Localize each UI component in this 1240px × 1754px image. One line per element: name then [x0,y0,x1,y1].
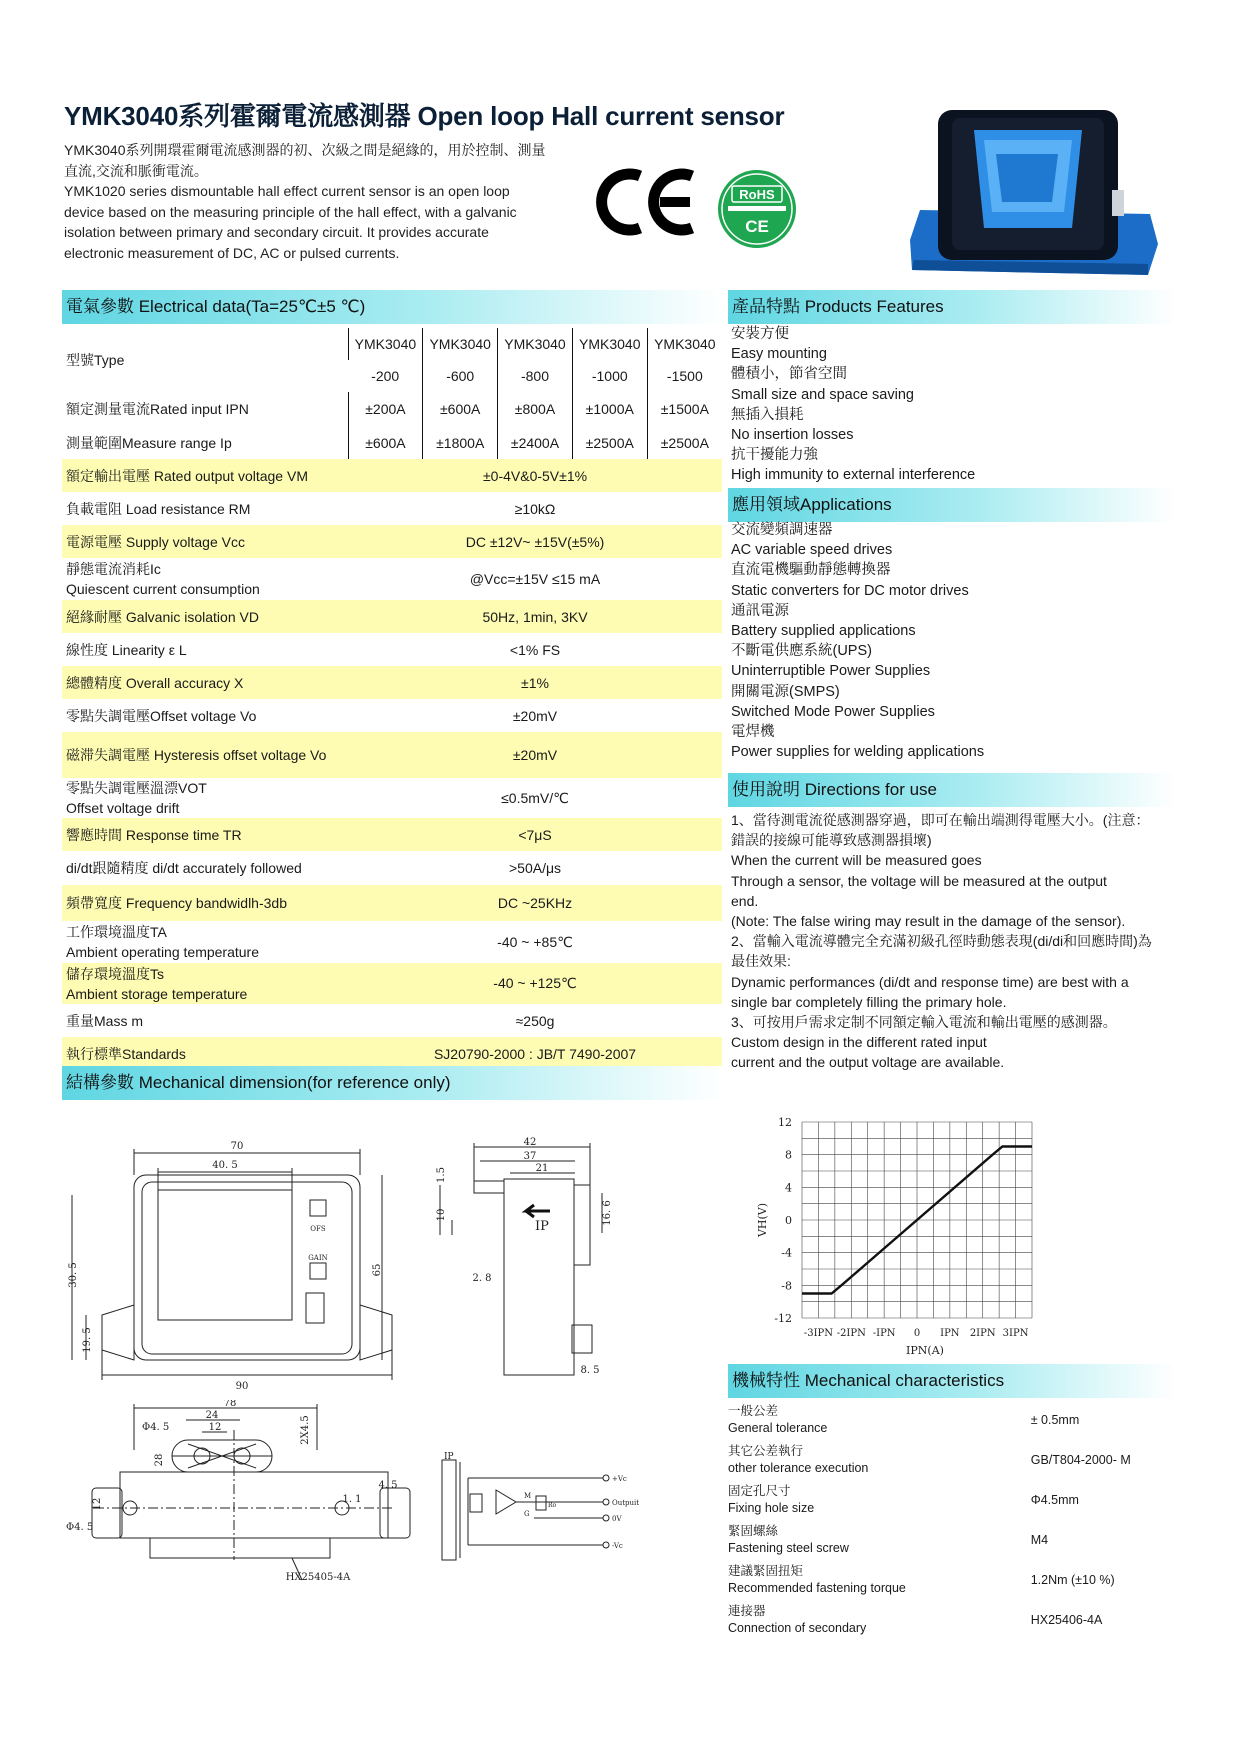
transfer-chart [750,1110,1060,1360]
rated-input-label: 額定測量電流Rated input IPN [66,401,249,417]
application-line: Switched Mode Power Supplies [731,703,935,720]
measure-range-value: ±600A [348,426,423,459]
application-line: AC variable speed drives [731,542,893,559]
mech-label [728,1440,941,1480]
dim-label: 8. 5 [580,1365,600,1376]
application-line: 直流電機驅動靜態轉換器 [731,562,891,579]
measure-range-label: 測量範圍Measure range Ip [66,434,232,451]
mech-label [728,1520,941,1560]
circuit-diagram [438,1450,648,1570]
dim-label: 12 [208,1422,222,1433]
applications-list [731,520,1171,762]
spec-value: ±20mV [512,707,558,724]
product-image [900,110,1160,285]
spec-value: ±0-4V&0-5V±1% [348,459,722,492]
spec-value: <1% FS [509,641,561,658]
mech-label-cn: 緊固螺絲 [728,1524,779,1538]
type-label: 型號Type [66,352,125,368]
spec-value: >50A/μs [508,860,562,876]
circuit-label: G [524,1510,530,1518]
circuit-label: 0V [612,1515,622,1523]
dim-label: 4. 5 [378,1480,398,1491]
spec-label [62,921,348,963]
direction-line: 2、當輸入電流導體完全充滿初級孔徑時動態表現(di/di和回應時間)為 [731,933,1152,950]
spec-label: 額定輸出電壓 Rated output voltage VM [62,459,348,492]
dim-label: Φ4. 5 [66,1522,94,1533]
dim-label: Φ4. 5 [142,1422,170,1433]
rohs-ce-text: CE [745,217,769,236]
dim-label: 42 [523,1137,537,1148]
section-mechanical-characteristics-header: 機械特性 Mechanical characteristics [728,1364,1176,1398]
x-tick-label: -2IPN [836,1328,866,1339]
spec-label: 負載電阻 Load resistance RM [66,500,251,517]
circuit-label: -Vc [612,1542,623,1550]
mech-label [728,1480,941,1520]
dim-label: 2X4.5 [300,1415,311,1445]
dim-label: HX25405-4A [285,1572,351,1583]
rated-input-value: ±1500A [647,392,722,426]
intro-line: YMK1020 series dismountable hall effect current sensor is an open loop [64,183,510,199]
y-tick-label: 0 [785,1214,792,1227]
dim-label: 70 [230,1141,244,1152]
mech-value: ± 0.5mm [1030,1412,1080,1427]
spec-value: ≤0.5mV/℃ [501,789,569,806]
x-tick-label: 0 [913,1328,921,1339]
mech-value: Φ4.5mm [1030,1492,1079,1507]
circuit-label: Ro [548,1502,557,1509]
x-tick-label: -IPN [872,1328,896,1339]
spec-value: 50Hz, 1min, 3KV [348,600,722,633]
spec-value: @Vcc=±15V ≤15 mA [469,571,601,587]
rated-input-value: ±200A [348,392,423,426]
measure-range-value: ±2400A [498,426,573,459]
spec-value: ±20mV [348,732,722,778]
circuit-label: IP [444,1452,454,1462]
measure-range-value: ±2500A [572,426,647,459]
mech-label-en: other tolerance execution [728,1461,869,1475]
spec-label: 線性度 Linearity ε L [66,641,187,658]
spec-value: SJ20790-2000 : JB/T 7490-2007 [348,1037,722,1070]
spec-value: ≥10kΩ [514,500,556,517]
direction-line: 錯誤的接線可能導致感測器損壞) [731,832,932,849]
section-applications-header: 應用領域Applications [728,488,1176,522]
model-suffix: -200 [371,368,400,384]
application-line: Power supplies for welding applications [731,744,985,761]
mech-label-en: Connection of secondary [728,1621,867,1635]
section-electrical-header: 電氣參數 Electrical data(Ta=25℃±5 ℃) [62,290,722,324]
spec-value: DC ±12V~ ±15V(±5%) [348,525,722,558]
feature-line: High immunity to external interference [731,467,976,484]
mech-label [728,1600,941,1640]
features-list [731,324,1171,486]
model-name: YMK3040 [572,328,647,360]
rohs-text: RoHS [739,187,775,202]
mech-value: GB/T804-2000- M [1030,1452,1131,1467]
y-tick-label: 8 [785,1148,792,1162]
dim-label: 65 [372,1263,383,1277]
spec-label-cn: 零點失調電壓溫漂VOT [66,780,207,796]
y-axis-label: VH(V) [756,1202,769,1238]
spec-label: 執行標準Standards [62,1037,348,1070]
arrow-icon [526,1205,550,1217]
model-name: YMK3040 [423,328,498,360]
intro-line: electronic measurement of DC, AC or pulsed currents. [64,244,400,261]
dim-label: 16. 6 [602,1200,613,1226]
dim-label: 2. 8 [472,1273,492,1284]
spec-label-cn: 靜態電流消耗Ic [66,561,161,577]
spec-label-en: Quiescent current consumption [66,581,260,597]
mech-label-cn: 一般公差 [728,1404,779,1418]
direction-line: 1、當待測電流從感測器穿過，即可在輸出端測得電壓大小。(注意： [731,812,1150,828]
dim-label: 24 [205,1410,219,1421]
direction-line: (Note: The false wiring may result in the damage of the sensor). [731,913,1126,930]
dim-label: IP [535,1219,549,1234]
mech-label-en: Recommended fastening torque [728,1581,906,1595]
y-tick-label: -8 [781,1279,792,1293]
spec-label-en: Offset voltage drift [66,800,180,816]
directions-list [731,810,1171,1073]
intro-line: 直流,交流和脈衝電流。 [64,162,208,179]
measure-range-value: ±1800A [423,426,498,459]
spec-label: 響應時間 Response time TR [62,818,348,851]
application-line: 電焊機 [731,724,775,741]
mech-label-cn: 建議緊固扭矩 [728,1564,804,1578]
x-tick-label: -3IPN [803,1328,834,1339]
feature-line: 抗干擾能力強 [731,447,818,464]
feature-line: No insertion losses [731,427,854,444]
x-tick-label: 3IPN [1002,1328,1029,1339]
y-tick-label: -4 [781,1246,792,1260]
spec-label-cn: 工作環境溫度TA [66,924,167,940]
mech-value: HX25406-4A [1030,1612,1103,1627]
dim-label: OFS [310,1225,326,1233]
mech-label [728,1400,941,1440]
x-tick-label: IPN [940,1328,960,1339]
mech-value: M4 [1030,1532,1049,1547]
spec-label [62,963,348,1004]
front-view-drawing [62,1135,402,1395]
application-line: Static converters for DC motor drives [731,582,969,599]
y-tick-label: -12 [774,1312,792,1325]
mech-label-en: Fastening steel screw [728,1541,849,1555]
mech-label-cn: 其它公差執行 [728,1444,804,1458]
direction-line: end. [731,892,759,909]
spec-label: 絕緣耐壓 Galvanic isolation VD [62,600,348,633]
circuit-label: +Vc [612,1475,627,1483]
dim-label: 10 [436,1208,447,1222]
dim-label: 30. 5 [68,1262,79,1288]
spec-label [62,558,348,600]
y-tick-label: 4 [785,1181,792,1195]
mechanical-characteristics-table [728,1400,1168,1640]
x-tick-label: 2IPN [969,1328,996,1339]
model-name: YMK3040 [348,328,423,360]
feature-line: 無插入損耗 [731,406,804,423]
feature-line: 安裝方便 [731,326,789,342]
spec-label [62,778,348,818]
section-features-header: 產品特點 Products Features [728,290,1176,324]
ce-logo [592,162,702,242]
model-suffix: -1000 [572,360,647,392]
direction-line: Dynamic performances (di/dt and response time) are best with a [731,973,1129,990]
rated-input-value: ±1000A [572,392,647,426]
spec-value: -40 ~ +85℃ [497,933,573,950]
intro-line: YMK3040系列開環霍爾電流感測器的初、次級之間是絕緣的，用於控制、測量 [64,142,546,158]
mech-value: 1.2Nm (±10 %) [1030,1572,1115,1587]
dim-label: 37 [523,1151,537,1162]
circuit-label: Outpuit [612,1499,640,1507]
electrical-table [62,328,722,1070]
spec-label: di/dt跟隨精度 di/dt accurately followed [66,860,302,876]
spec-label: 重量Mass m [66,1012,143,1029]
circuit-label: M [524,1492,532,1500]
intro-text [64,140,584,263]
feature-line: Small size and space saving [731,386,914,403]
direction-line: 最佳效果: [731,953,791,970]
dim-label: 90 [235,1381,249,1392]
feature-line: Easy mounting [731,346,827,363]
spec-label: 電源電壓 Supply voltage Vcc [62,525,348,558]
dim-label: 1. 1 [342,1494,362,1505]
spec-label-cn: 儲存環境溫度Ts [66,965,164,982]
spec-label: 磁滞失調電壓 Hysteresis offset voltage Vo [62,732,348,778]
mech-label-en: General tolerance [728,1421,828,1435]
spec-value: DC ~25KHz [348,885,722,921]
feature-line: 體積小，節省空間 [731,366,847,383]
direction-line: current and the output voltage are available. [731,1054,1005,1071]
section-mechanical-dimension-header: 結構參數 Mechanical dimension(for reference only) [62,1066,722,1100]
page-title: YMK3040系列霍爾電流感測器 Open loop Hall current sensor [64,101,785,131]
x-axis-label: IPN(A) [906,1344,944,1357]
mech-label-cn: 固定孔尺寸 [728,1484,791,1498]
application-line: 開關電源(SMPS) [731,683,840,700]
dim-label: 19. 5 [82,1327,93,1353]
bottom-view-drawing [62,1400,422,1585]
spec-label: 頻帶寬度 Frequency bandwidlh-3db [62,885,348,921]
section-directions-header: 使用說明 Directions for use [728,773,1176,807]
intro-line: device based on the measuring principle of the hall effect, with a galvanic [64,203,517,220]
spec-value: ≈250g [515,1012,555,1029]
spec-label: 總體精度 Overall accuracy X [62,666,348,699]
model-suffix: -600 [423,360,498,392]
measure-range-value: ±2500A [647,426,722,459]
y-tick-label: 12 [778,1116,792,1129]
dim-label: 78 [223,1400,237,1409]
rated-input-value: ±600A [423,392,498,426]
model-suffix: -1500 [647,360,722,392]
mech-label-en: Fixing hole size [728,1501,815,1515]
mech-label-cn: 連接器 [728,1604,766,1618]
side-view-drawing [430,1135,630,1395]
direction-line: When the current will be measured goes [731,852,982,869]
application-line: Battery supplied applications [731,623,916,640]
dim-label: 21 [535,1163,549,1174]
dim-label: 40. 5 [212,1160,238,1171]
direction-line: Custom design in the different rated input [731,1034,987,1051]
dim-label: GAIN [308,1254,328,1262]
spec-value: <7μS [348,818,722,851]
application-line: 通訊電源 [731,602,789,619]
rated-input-value: ±800A [498,392,573,426]
spec-label-en: Ambient operating temperature [66,944,259,960]
spec-label: 零點失調電壓Offset voltage Vo [66,707,257,724]
dim-label: 28 [154,1453,165,1467]
direction-line: single bar completely filling the primary hole. [731,993,1007,1010]
model-name: YMK3040 [647,328,722,360]
spec-label-en: Ambient storage temperature [66,985,248,1002]
spec-value: -40 ~ +125℃ [348,963,722,1004]
dim-label: 1.5 [436,1167,447,1183]
application-line: Uninterruptible Power Supplies [731,663,931,680]
model-name: YMK3040 [498,328,573,360]
rohs-logo [716,168,798,250]
application-line: 交流變頻調速器 [731,522,833,538]
intro-line: isolation between primary and secondary circuit. It provides accurate [64,224,489,240]
dim-label: 12 [92,1497,103,1511]
application-line: 不斷電供應系統(UPS) [731,643,872,660]
direction-line: Through a sensor, the voltage will be measured at the output [731,872,1107,889]
spec-value: ±1% [348,666,722,699]
mech-label [728,1560,941,1600]
model-suffix: -800 [498,360,573,392]
direction-line: 3、可按用戶需求定制不同額定輸入電流和輸出電壓的感測器。 [731,1014,1117,1031]
